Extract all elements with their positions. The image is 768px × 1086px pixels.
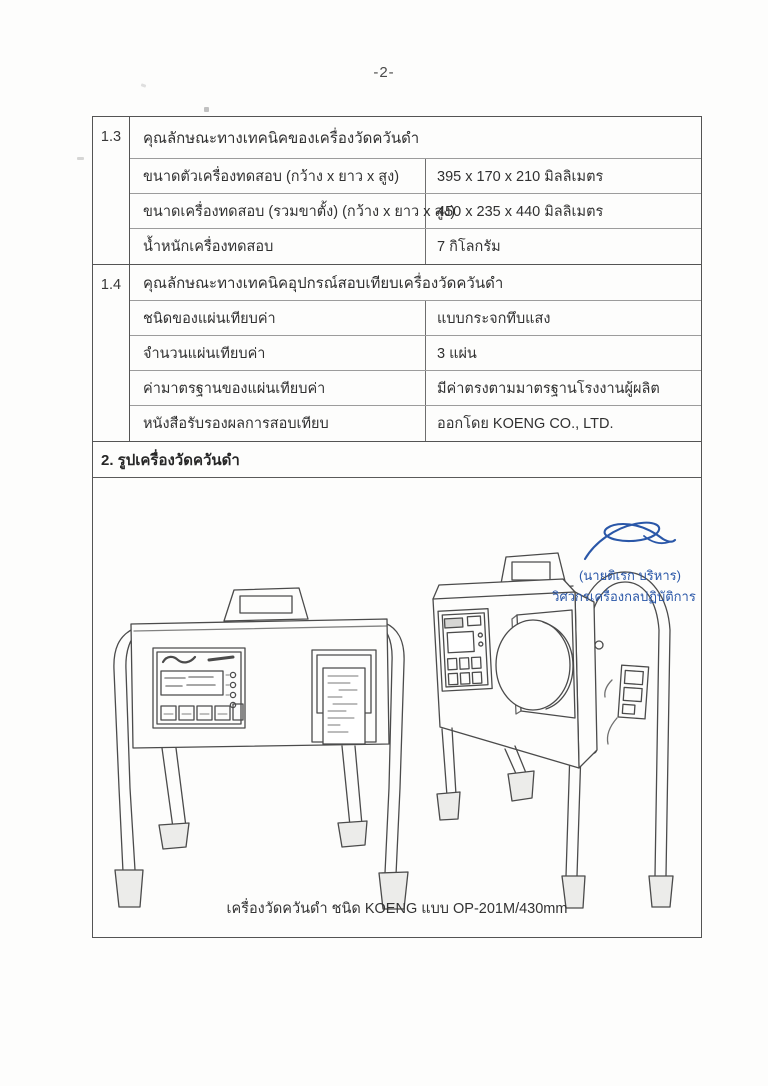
figure-caption: เครื่องวัดควันดำ ชนิด KOENG แบบ OP-201M/430mm [226, 901, 568, 917]
table-row [130, 229, 701, 264]
row-value: 450 x 235 x 440 มิลลิเมตร [437, 203, 604, 220]
row-label: น้ำหนักเครื่องทดสอบ [130, 229, 426, 264]
row-value: 3 แผ่น [437, 345, 477, 362]
figure-section-heading: 2. รูปเครื่องวัดควันดำ [93, 442, 701, 478]
figure-area [93, 478, 701, 937]
table-row [130, 159, 701, 194]
table-section-1-4 [93, 265, 701, 442]
signature-block [552, 566, 705, 608]
row-label: ขนาดตัวเครื่องทดสอบ (กว้าง x ยาว x สูง) [130, 159, 426, 193]
device-front-view [114, 588, 408, 909]
table-row [130, 371, 701, 406]
row-label: หนังสือรับรองผลการสอบเทียบ [130, 406, 426, 441]
row-value: แบบกระจกทึบแสง [437, 310, 551, 327]
scan-speck [204, 107, 209, 112]
section-title: คุณลักษณะทางเทคนิคของเครื่องวัดควันดำ [130, 117, 701, 159]
row-label: ค่ามาตรฐานของแผ่นเทียบค่า [130, 371, 426, 405]
table-row [130, 406, 701, 441]
signatory-name: (นายดิเรก บริหาร) [579, 568, 681, 583]
spec-table [92, 116, 702, 938]
table-row [130, 301, 701, 336]
signatory-title: วิศวกรเครื่องกลปฏิบัติการ [552, 588, 696, 604]
scan-speck [141, 83, 147, 88]
row-label: ขนาดเครื่องทดสอบ (รวมขาตั้ง) (กว้าง x ยาว x สูง) [130, 194, 426, 228]
section-number: 1.4 [93, 265, 130, 441]
row-value: 7 กิโลกรัม [437, 239, 501, 255]
row-value: 395 x 170 x 210 มิลลิเมตร [437, 168, 604, 185]
table-row [130, 194, 701, 229]
row-label: จำนวนแผ่นเทียบค่า [130, 336, 426, 370]
section-number: 1.3 [93, 117, 130, 264]
row-label: ชนิดของแผ่นเทียบค่า [130, 301, 426, 335]
signature-ink [585, 523, 675, 559]
row-value: ออกโดย KOENG CO., LTD. [437, 416, 614, 432]
page-number: -2- [373, 64, 395, 81]
scan-speck [77, 157, 84, 160]
smoke-meter-illustration [93, 478, 700, 937]
table-section-1-3 [93, 117, 701, 265]
table-row [130, 336, 701, 371]
section-title: คุณลักษณะทางเทคนิคอุปกรณ์สอบเทียบเครื่องวัดควันดำ [130, 265, 701, 301]
row-value: มีค่าตรงตามมาตรฐานโรงงานผู้ผลิต [437, 380, 660, 397]
